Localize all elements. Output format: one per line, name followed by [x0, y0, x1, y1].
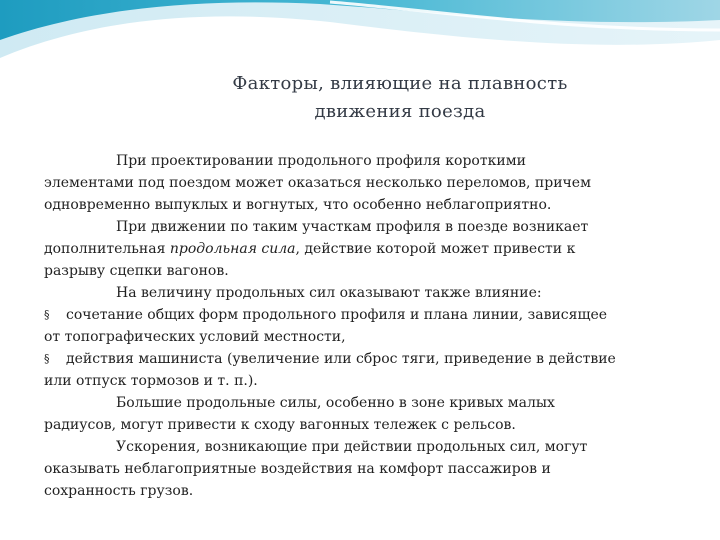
title-line-2: движения поезда [314, 101, 486, 122]
paragraph-2-line-1: При движении по таким участкам профиля в поезде возникает [116, 219, 589, 235]
slide-title [150, 70, 650, 126]
bullet-item-1-line-1 [44, 304, 684, 326]
paragraph-2-line-2 [44, 238, 684, 260]
paragraph-1-line-3: одновременно выпуклых и вогнутых, что особенно неблагоприятно. [44, 197, 552, 213]
bullet-icon: § [44, 352, 50, 365]
header-wave-decoration [0, 0, 720, 70]
paragraph-1-line-1: При проектировании продольного профиля короткими [116, 153, 526, 169]
bullet-icon: § [44, 308, 50, 321]
paragraph-4-line-1: Большие продольные силы, особенно в зоне кривых малых [116, 395, 555, 411]
paragraph-1-line-2: элементами под поездом может оказаться несколько переломов, причем [44, 175, 591, 191]
italic-term-longitudinal-force: продольная сила [169, 241, 296, 257]
bullet-item-2-line-2: или отпуск тормозов и т. п.). [44, 373, 258, 389]
bullet-item-2-text: действия машиниста (увеличение или сброс тяги, приведение в действие [66, 351, 616, 367]
paragraph-5-line-1: Ускорения, возникающие при действии продольных сил, могут [116, 439, 588, 455]
paragraph-3: На величину продольных сил оказывают также влияние: [116, 285, 542, 301]
paragraph-2-text-start: дополнительная [44, 241, 170, 257]
paragraph-2-text-end: , действие которой может привести к [295, 241, 576, 257]
bullet-item-2-line-1 [44, 348, 684, 370]
title-line-1: Факторы, влияющие на плавность [232, 73, 568, 94]
paragraph-5-line-3: сохранность грузов. [44, 483, 194, 499]
bullet-item-1-line-2: от топографических условий местности, [44, 329, 346, 345]
paragraph-2-line-3: разрыву сцепки вагонов. [44, 263, 229, 279]
paragraph-4-line-2: радиусов, могут привести к сходу вагонных тележек с рельсов. [44, 417, 516, 433]
slide-body [44, 150, 684, 502]
bullet-item-1-text: сочетание общих форм продольного профиля и плана линии, зависящее [66, 307, 608, 323]
paragraph-5-line-2: оказывать неблагоприятные воздействия на комфорт пассажиров и [44, 461, 551, 477]
